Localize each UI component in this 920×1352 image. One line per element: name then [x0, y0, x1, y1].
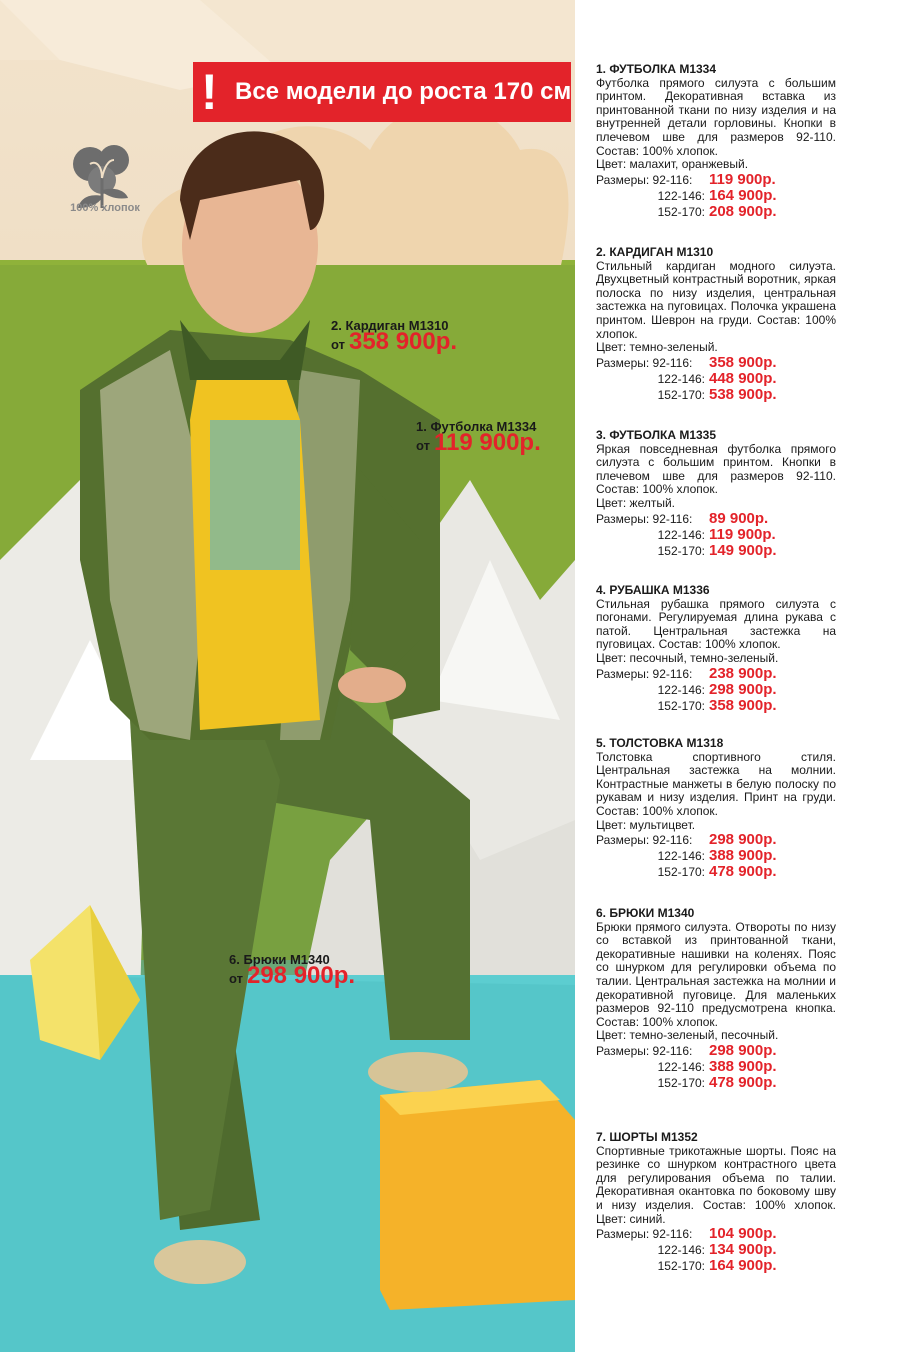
- size-price: 448 900р.: [709, 369, 777, 387]
- size-price: 164 900р.: [709, 1257, 777, 1275]
- size-label: 152-170:: [657, 698, 705, 713]
- size-label: Размеры: 92-116:: [596, 355, 693, 370]
- callout-tshirt: [416, 419, 541, 454]
- product-color: Цвет: мультицвет.: [596, 817, 696, 832]
- product-color: Цвет: темно-зеленый, песочный.: [596, 1028, 779, 1043]
- size-label: Размеры: 92-116:: [596, 666, 693, 681]
- size-price: 119 900р.: [709, 170, 776, 188]
- cotton-label: 100% хлопок: [70, 202, 140, 214]
- size-price: 538 900р.: [709, 385, 777, 403]
- product-title: 2. КАРДИГАН М1310: [596, 245, 714, 259]
- size-label: 152-170:: [657, 1075, 705, 1090]
- size-price: 388 900р.: [709, 847, 777, 865]
- size-price-list: [596, 170, 836, 221]
- product-color: Цвет: темно-зеленый.: [596, 340, 718, 355]
- callout-name: 1. Футболка М1334: [416, 419, 537, 434]
- callout-price: 298 900р.: [246, 962, 356, 989]
- size-label: 122-146:: [657, 371, 705, 386]
- callout-price: 119 900р.: [433, 429, 541, 456]
- product-item: [596, 1131, 836, 1275]
- product-description: Толстовка спортивного стиля. Центральная застежка на молнии. Контрастные манжеты в белую полоску по рукавам и низу изделия. Принт на груди. Состав: 100% хлопок.: [596, 749, 836, 818]
- size-price: 478 900р.: [709, 1073, 777, 1091]
- product-title: 4. РУБАШКА М1336: [596, 583, 710, 597]
- size-price: 358 900р.: [709, 353, 777, 371]
- product-item: [596, 429, 836, 560]
- size-label: 152-170:: [657, 387, 705, 402]
- product-title: 6. БРЮКИ М1340: [596, 906, 695, 920]
- size-price: 89 900р.: [709, 509, 769, 527]
- size-price: 119 900р.: [709, 525, 776, 543]
- product-title: 5. ТОЛСТОВКА М1318: [596, 736, 724, 750]
- size-label: Размеры: 92-116:: [596, 511, 693, 526]
- callout-price: 358 900р.: [348, 328, 458, 355]
- height-banner: [193, 62, 571, 122]
- size-label: 122-146:: [657, 1059, 705, 1074]
- product-item: [596, 584, 836, 715]
- size-label: 152-170:: [657, 865, 705, 880]
- product-description: Стильный кардиган модного силуэта. Двухцветный контрастный воротник, яркая полоска по низу изделия, центральная застежка на пуговицах. Полочка украшена принтом. Шеврон на груди. Состав: 100% хлопок.: [596, 258, 836, 341]
- size-price: 358 900р.: [709, 696, 777, 714]
- product-description: Яркая повседневная футболка прямого силуэта с большим принтом. Кнопки в плечевом шве для размеров 92-110. Состав: 100% хлопок.: [596, 441, 836, 497]
- size-label: Размеры: 92-116:: [596, 172, 693, 187]
- product-item: [596, 246, 836, 404]
- size-price: 388 900р.: [709, 1057, 777, 1075]
- product-item: [596, 737, 836, 881]
- size-label: Размеры: 92-116:: [596, 1043, 693, 1058]
- product-description: Стильная рубашка прямого силуэта с погонами. Регулируемая длина рукава с патой. Центральная застежка на пуговицах. Состав: 100% хлопок.: [596, 596, 836, 652]
- size-label: 152-170:: [657, 1259, 705, 1274]
- size-label: 122-146:: [657, 682, 705, 697]
- size-label: 122-146:: [657, 188, 705, 203]
- callout-trousers: [229, 952, 355, 987]
- callout-prefix: от: [416, 438, 430, 453]
- size-price: 478 900р.: [709, 863, 777, 881]
- product-title: 7. ШОРТЫ М1352: [596, 1130, 698, 1144]
- size-price-list: [596, 664, 836, 715]
- product-description: Футболка прямого силуэта с большим принтом. Декоративная вставка из принтованной ткани по низу изделия и на внутренней детали горловины. Кнопки в плечевом шве для размеров 92-110. Состав: 100% хлопок.: [596, 75, 836, 158]
- exclamation-mark: !: [201, 64, 218, 120]
- size-price: 134 900р.: [709, 1241, 777, 1259]
- callout-name: 2. Кардиган М1310: [331, 318, 449, 333]
- size-price-list: [596, 1041, 836, 1092]
- size-price: 164 900р.: [709, 186, 777, 204]
- product-color: Цвет: малахит, оранжевый.: [596, 157, 749, 172]
- product-description: Брюки прямого силуэта. Отвороты по низу со вставкой из принтованной ткани, декоративные нашивки на коленях. Пояс со шнурком для регулировки объема по талии. Центральная застежка на молнии и декоративной пуговице. Для маленьких размеров 92-110 предусмотрена кнопка. Состав: 100% хлопок.: [596, 919, 836, 1029]
- size-label: 152-170:: [657, 543, 705, 558]
- size-price: 149 900р.: [709, 541, 777, 559]
- callout-name: 6. Брюки М1340: [229, 952, 330, 967]
- callout-cardigan: [331, 318, 457, 353]
- banner-text: Все модели до роста 170 см: [235, 78, 572, 105]
- product-description: Спортивные трикотажные шорты. Пояс на резинке со шнурком контрастного цвета для регулирования объема по талии. Декоративная окантовка по боковому шву и низу изделия. Состав: 100% хлопок. Цвет: синий.: [596, 1143, 836, 1226]
- size-price: 298 900р.: [709, 1041, 777, 1059]
- product-color: Цвет: песочный, темно-зеленый.: [596, 650, 779, 665]
- product-title: 1. ФУТБОЛКА М1334: [596, 62, 717, 76]
- size-price: 298 900р.: [709, 680, 777, 698]
- size-label: 122-146:: [657, 527, 705, 542]
- callout-prefix: от: [229, 971, 243, 986]
- size-label: Размеры: 92-116:: [596, 833, 693, 848]
- size-label: 122-146:: [657, 1243, 705, 1258]
- size-price-list: [596, 509, 836, 560]
- size-label: 152-170:: [657, 204, 705, 219]
- size-price: 238 900р.: [709, 664, 777, 682]
- size-label: 122-146:: [657, 849, 705, 864]
- product-color: Цвет: желтый.: [596, 495, 676, 510]
- callout-prefix: от: [331, 337, 345, 352]
- product-title: 3. ФУТБОЛКА М1335: [596, 428, 717, 442]
- size-price: 208 900р.: [709, 202, 777, 220]
- size-price: 298 900р.: [709, 831, 777, 849]
- size-price-list: [596, 833, 836, 881]
- product-item: [596, 907, 836, 1092]
- size-price-list: [596, 1227, 836, 1275]
- size-label: Размеры: 92-116:: [596, 1227, 693, 1242]
- size-price-list: [596, 353, 836, 404]
- product-item: [596, 63, 836, 221]
- size-price: 104 900р.: [709, 1225, 777, 1243]
